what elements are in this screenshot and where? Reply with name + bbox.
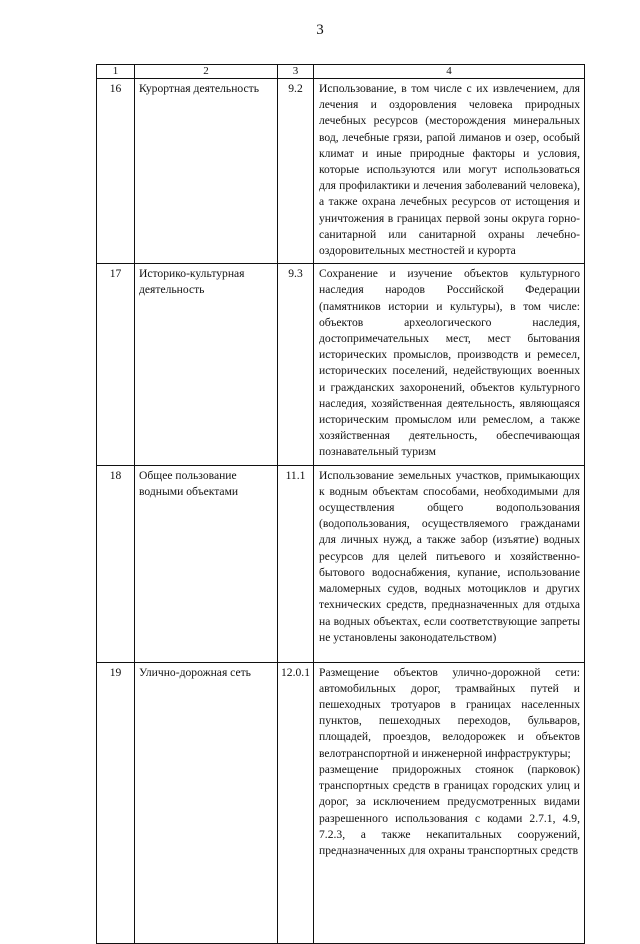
land-use-description: Использование земельных участков, примыкающих к водным объектам способами, необходимыми для осуществления общего водопользования (водопользования, осуществляемого гражданами для личных нужд, а также забор (изъятие) водных ресурсов для целей питьевого и хозяйственно-бытового водоснабжения, купание, использование маломерных судов, водных мотоциклов и других технических средств, предназначенных для отдыха на водных объектах, если соответствующие запреты не установлены законодательством): [314, 465, 585, 662]
row-number: 19: [97, 662, 135, 943]
column-header-1: 1: [97, 65, 135, 79]
column-header-4: 4: [314, 65, 585, 79]
land-use-description-continued: размещение придорожных стоянок (парковок) транспортных средств в границах городских улиц и дорог, за исключением предусмотренных видами разрешенного использования с кодами 2.7.1, 4.9, 7.2.3, а также некапитальных сооружений, предназначенных для охраны транспортных средств: [319, 762, 580, 857]
column-header-2: 2: [135, 65, 278, 79]
land-use-code: 9.2: [278, 79, 314, 264]
page-number: 3: [316, 22, 324, 38]
land-use-description: Сохранение и изучение объектов культурного наследия народов Российской Федерации (памятников истории и культуры), в том числе: объектов археологического наследия, достопримечательных мест, мест бытования исторических промыслов, производств и ремесел, исторических поселений, недействующих военных и гражданских захоронений, объектов культурного наследия, хозяйственная деятельность, являющаяся историческим промыслом или ремеслом, а также хозяйственная деятельность, обеспечивающая познавательный туризм: [314, 264, 585, 465]
table-header-row: [97, 65, 585, 79]
table-row: [97, 79, 585, 264]
row-number: 17: [97, 264, 135, 465]
land-use-description: Использование, в том числе с их извлечением, для лечения и оздоровления человека природных лечебных ресурсов (месторождения минеральных вод, лечебные грязи, рапой лиманов и озер, особый климат и иные природные факторы и условия, которые используются или могут использоваться для профилактики и лечения заболеваний человека), а также охрана лечебных ресурсов от истощения и уничтожения в границах первой зоны округа горно-санитарной или санитарной охраны лечебно-оздоровительных местностей и курорта: [314, 79, 585, 264]
land-use-name: Улично-дорожная сеть: [135, 662, 278, 943]
land-use-description-cell: [314, 662, 585, 943]
land-use-code: 11.1: [278, 465, 314, 662]
land-use-name: Общее пользование водными объектами: [135, 465, 278, 662]
land-use-name: Историко-культурная деятельность: [135, 264, 278, 465]
land-use-code: 12.0.1: [278, 662, 314, 943]
land-use-name: Курортная деятельность: [135, 79, 278, 264]
land-use-code: 9.3: [278, 264, 314, 465]
column-header-3: 3: [278, 65, 314, 79]
land-use-table: [96, 64, 585, 944]
table-row: [97, 662, 585, 943]
table-row: [97, 465, 585, 662]
row-number: 16: [97, 79, 135, 264]
land-use-description: Размещение объектов улично-дорожной сети: автомобильных дорог, трамвайных путей и пешеходных тротуаров в границах населенных пунктов, пешеходных переходов, бульваров, площадей, проездов, велодорожек и объектов велотранспортной и инженерной инфраструктуры;: [319, 665, 580, 760]
table-row: [97, 264, 585, 465]
row-number: 18: [97, 465, 135, 662]
